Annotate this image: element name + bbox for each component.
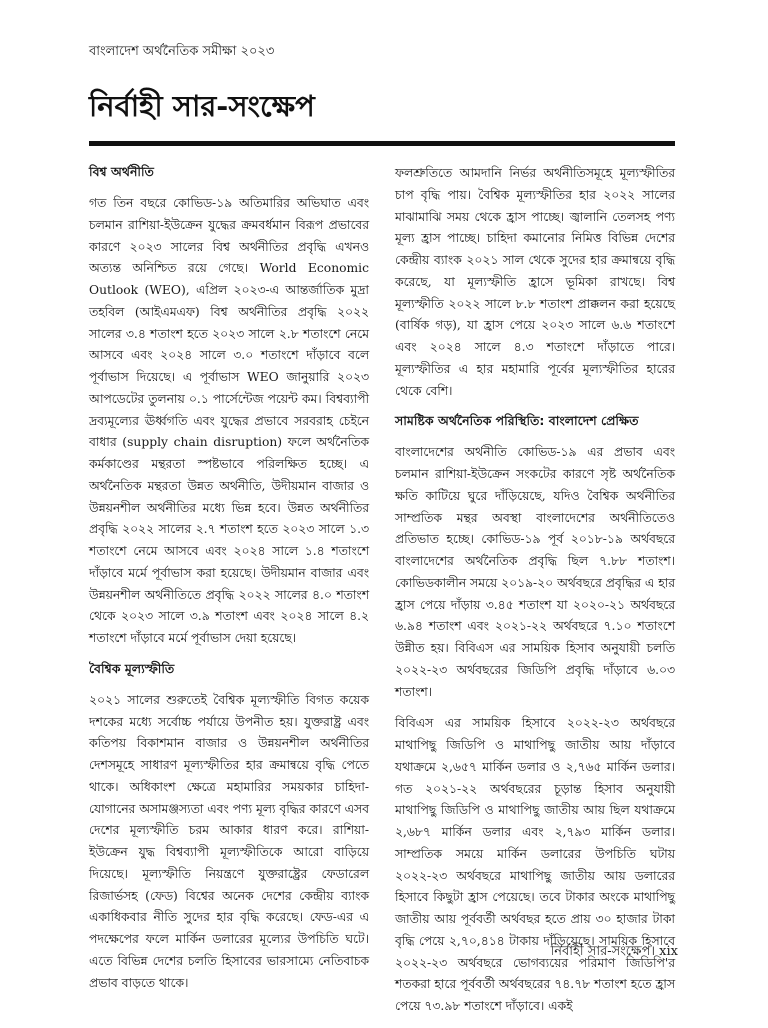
running-head: বাংলাদেশ অর্থনৈতিক সমীক্ষা ২০২৩ [89, 44, 275, 59]
paragraph-global-inflation: ২০২১ সালের শুরুতেই বৈশ্বিক মূল্যস্ফীতি বিগত কয়েক দশকের মধ্যে সর্বোচ্চ পর্যায়ে উপনীত হয়। যুক্তরাষ্ট্র এবং কতিপয় বিকাশমান বাজার ও উন্নয়নশীল অর্থনীতির দেশসমূহে সাধারণ মূল্যস্ফীতির হার ক্রমান্বয়ে বৃদ্ধি পেতে থাকে। অধিকাংশ ক্ষেত্রে মহামারির সময়কার চাহিদা-যোগানের অসামঞ্জস্যতা এবং পণ্য মূল্য বৃদ্ধির কারণে এসব দেশের মূল্যস্ফীতি চরম আকার ধারণ করে। রাশিয়া-ইউক্রেন যুদ্ধ বিশ্বব্যাপী মূল্যস্ফীতিকে আরো বাড়িয়ে দিয়েছে। মূল্যস্ফীতি নিয়ন্ত্রণে যুক্তরাষ্ট্রের ফেডারেল রিজার্ভসহ (ফেড) বিশ্বের অনেক দেশের কেন্দ্রীয় ব্যাংক একাধিকবার নীতি সুদের হার বৃদ্ধি করেছে। ফেড-এর এ পদক্ষেপের ফলে মার্কিন ডলারের মূল্যের উপচিতি ঘটে। এতে বিভিন্ন দেশের চলতি হিসাবের ভারসাম্যে নেতিবাচক প্রভাব বাড়তে থাকে। [89, 692, 369, 990]
title-rule [89, 141, 675, 146]
section-heading-bangladesh-macro: সামষ্টিক অর্থনৈতিক পরিস্থিতি: বাংলাদেশ প্রেক্ষিত [395, 413, 639, 429]
paragraph-per-capita-income: বিবিএস এর সাময়িক হিসাবে ২০২২-২৩ অর্থবছরে মাথাপিছু জিডিপি ও মাথাপিছু জাতীয় আয় দাঁড়াবে যথাক্রমে ২,৬৫৭ মার্কিন ডলার ও ২,৭৬৫ মার্কিন ডলার। গত ২০২১-২২ অর্থবছরের চূড়ান্ত হিসাব অনুযায়ী মাথাপিছু জিডিপি ও মাথাপিছু জাতীয় আয় ছিল যথাক্রমে ২,৬৮৭ মার্কিন ডলার এবং ২,৭৯৩ মার্কিন ডলার। সাম্প্রতিক সময়ে মার্কিন ডলারের উপচিতি ঘটায় ২০২২-২৩ অর্থবছরে মাথাপিছু জাতীয় আয় ডলারের হিসাবে কিছুটা হ্রাস পেয়েছে। তবে টাকার অংকে মাথাপিছু জাতীয় আয় পূর্ববর্তী অর্থবছর হতে প্রায় ৩০ হাজার টাকা বৃদ্ধি পেয়ে ২,৭০,৪১৪ টাকায় দাঁড়িয়েছে। সাময়িক হিসাবে ২০২২-২৩ অর্থবছরে ভোগব্যয়ের পরিমাণ জিডিপি'র শতকরা হারে পূর্ববর্তী অর্থবছরের ৭৪.৭৮ শতাংশ হতে হ্রাস পেয়ে ৭৩.৯৮ শতাংশে দাঁড়াবে। একই [395, 716, 675, 1013]
page-title: নির্বাহী সার-সংক্ষেপ [89, 89, 315, 123]
left-column [89, 163, 369, 1004]
page-footer: নির্বাহী সার-সংক্ষেপ। xix [550, 944, 678, 959]
right-column [395, 163, 675, 1028]
section-heading-world-economy: বিশ্ব অর্থনীতি [89, 164, 154, 179]
paragraph-inflation-continued: ফলশ্রুতিতে আমদানি নির্ভর অর্থনীতিসমূহে মূল্যস্ফীতির চাপ বৃদ্ধি পায়। বৈশ্বিক মূল্যস্ফীতির হার ২০২২ সালের মাঝামাঝি সময় থেকে হ্রাস পাচ্ছে। জ্বালানি তেলসহ পণ্য মূল্য হ্রাস পাচ্ছে। চাহিদা কমানোর নিমিত্ত বিভিন্ন দেশের কেন্দ্রীয় ব্যাংক ২০২১ সাল থেকে সুদের হার ক্রমান্বয়ে বৃদ্ধি করেছে, যা মূল্যস্ফীতি হ্রাসে ভূমিকা রাখছে। বিশ্ব মূল্যস্ফীতি ২০২২ সালে ৮.৮ শতাংশ প্রাক্কলন করা হয়েছে (বার্ষিক গড়), যা হ্রাস পেয়ে ২০২৩ সালে ৬.৬ শতাংশে এবং ২০২৪ সালে ৪.৩ শতাংশে দাঁড়াতে পারে। মূল্যস্ফীতির এ হার মহামারি পূর্বের মূল্যস্ফীতির হারের থেকে বেশি। [395, 166, 675, 398]
section-heading-global-inflation: বৈশ্বিক মূল্যস্ফীতি [89, 660, 175, 676]
paragraph-bangladesh-growth: বাংলাদেশের অর্থনীতি কোভিড-১৯ এর প্রভাব এবং চলমান রাশিয়া-ইউক্রেন সংকটের কারণে সৃষ্ট অর্থনৈতিক ক্ষতি কাটিয়ে ঘুরে দাঁড়িয়েছে, যদিও বৈশ্বিক অর্থনীতির সাম্প্রতিক মন্থর অবস্থা বাংলাদেশের অর্থনীতিতেও প্রতিভাত হচ্ছে। কোভিড-১৯ পূর্ব ২০১৮-১৯ অর্থবছরে বাংলাদেশের অর্থনৈতিক প্রবৃদ্ধি ছিল ৭.৮৮ শতাংশ। কোভিডকালীন সময়ে ২০১৯-২০ অর্থবছরে প্রবৃদ্ধির এ হার হ্রাস পেয়ে দাঁড়ায় ৩.৪৫ শতাংশ যা ২০২০-২১ অর্থবছরে ৬.৯৪ শতাংশ এবং ২০২১-২২ অর্থবছরে ৭.১০ শতাংশে উন্নীত হয়। বিবিএস এর সাময়িক হিসাব অনুযায়ী চলতি ২০২২-২৩ অর্থবছরের জিডিপি প্রবৃদ্ধি দাঁড়াবে ৬.০৩ শতাংশ। [395, 445, 675, 699]
paragraph-world-economy: গত তিন বছরে কোভিড-১৯ অতিমারির অভিঘাত এবং চলমান রাশিয়া-ইউক্রেন যুদ্ধের ক্রমবর্ধমান বিরূপ প্রভাবের কারণে ২০২৩ সালের বিশ্ব অর্থনীতির প্রবৃদ্ধি এখনও অত্যন্ত অনিশ্চিত রয়ে গেছে। World Economic Outlook (WEO), এপ্রিল ২০২৩-এ আন্তর্জাতিক মুদ্রা তহবিল (আইএমএফ) বিশ্ব অর্থনীতির প্রবৃদ্ধি ২০২২ সালের ৩.৪ শতাংশ হতে ২০২৩ সালে ২.৮ শতাংশে নেমে আসবে এবং ২০২৪ সালে ৩.০ শতাংশে দাঁড়াবে বলে পূর্বাভাস দিয়েছে। এ পূর্বাভাস WEO জানুয়ারি ২০২৩ আপডেটের তুলনায় ০.১ পার্সেন্টেজ পয়েন্ট কম। বিশ্বব্যাপী দ্রব্যমূল্যের ঊর্ধ্বগতি এবং যুদ্ধের প্রভাবে সরবরাহ চেইনে বাধার (supply chain disruption) ফলে অর্থনৈতিক কর্মকাণ্ডের মন্থরতা স্পষ্টভাবে পরিলক্ষিত হচ্ছে। এ অর্থনৈতিক মন্থরতা উন্নত অর্থনীতি, উদীয়মান বাজার ও উন্নয়নশীল অর্থনীতির মধ্যে ভিন্ন হবে। উন্নত অর্থনীতির প্রবৃদ্ধি ২০২২ সালের ২.৭ শতাংশ হতে ২০২৩ সালে ১.৩ শতাংশে নেমে আসবে এবং ২০২৪ সালে ১.৪ শতাংশে দাঁড়াবে মর্মে পূর্বাভাস করা হয়েছে। উদীয়মান বাজার এবং উন্নয়নশীল অর্থনীতিতে প্রবৃদ্ধি ২০২২ সালের ৪.০ শতাংশ থেকে ২০২৩ সালে ৩.৯ শতাংশ এবং ২০২৪ সালে ৪.২ শতাংশে দাঁড়াবে মর্মে পূর্বাভাস দেয়া হয়েছে। [89, 196, 369, 645]
